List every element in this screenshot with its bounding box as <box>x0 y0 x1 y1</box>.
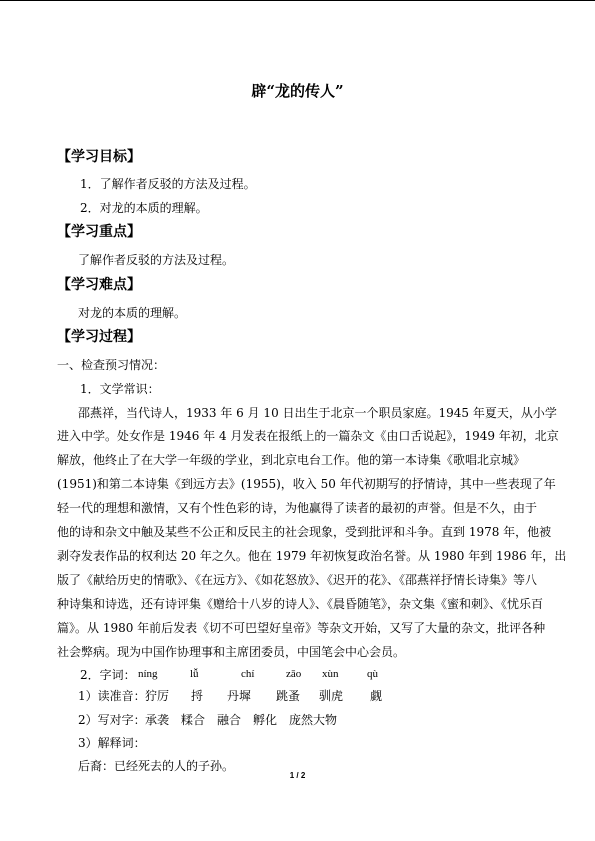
pinyin: chí <box>241 668 255 680</box>
explain-text: 后裔：已经死去的人的子孙。 <box>78 759 235 773</box>
read-word: 跳蚤 <box>276 689 301 703</box>
paragraph-line: 轻一代的理想和激情，又有个性色彩的诗，为他赢得了读者的最初的声誉。但是不久，由于 <box>57 501 538 515</box>
paragraph-line: 社会弊病。现为中国作协理事和主席团委员，中国笔会中心会员。 <box>57 645 406 659</box>
goal-item-2: 2．对龙的本质的理解。 <box>80 201 208 215</box>
paragraph-line: 种诗集和诗选，还有诗评集《赠给十八岁的诗人》、《晨昏随笔》，杂文集《蜜和刺》、《忧乐百 <box>57 597 544 611</box>
read-label: 1）读准音： <box>78 689 146 703</box>
paragraph-line: 他的诗和杂文中触及某些不公正和反民主的社会现象，受到批评和斗争。直到 1978 年，他被 <box>57 525 552 539</box>
write-word: 庞然大物 <box>289 713 338 727</box>
literature-label: 1．文学常识： <box>80 382 160 396</box>
read-word: 捋 <box>191 689 204 703</box>
write-word: 孵化 <box>253 713 278 727</box>
paragraph-line: 篇》。从 1980 年前后发表《切不可巴望好皇帝》等杂文开始，又写了大量的杂文，批评各种 <box>57 621 546 635</box>
pinyin: xùn <box>322 668 339 680</box>
page-number: 1 / 2 <box>289 771 306 780</box>
document-title: 辟“龙的传人” <box>251 82 344 100</box>
section-heading-key: 【学习重点】 <box>57 224 141 240</box>
write-label: 2）写对字： <box>78 713 146 727</box>
vocabulary-label: 2．字词： <box>80 668 136 682</box>
read-word: 丹墀 <box>227 689 252 703</box>
paragraph-line: 邵燕祥，当代诗人，1933 年 6 月 10 日出生于北京一个职员家庭。1945 年夏天，从小学 <box>78 406 557 420</box>
difficulty-text: 对龙的本质的理解。 <box>78 306 187 320</box>
paragraph-line: 剥夺发表作品的权利达 20 年之久。他在 1979 年初恢复政治名誉。从 1980 年到 1986 年，出 <box>57 549 567 563</box>
paragraph-line: 解放，他终止了在大学一年级的学业，到北京电台工作。他的第一本诗集《歌唱北京城》 <box>57 453 526 467</box>
write-word: 承袭 <box>145 713 170 727</box>
section-heading-difficulty: 【学习难点】 <box>57 277 141 293</box>
pinyin: zāo <box>286 668 302 680</box>
pinyin: níng <box>138 668 158 680</box>
read-word: 觑 <box>370 689 383 703</box>
section-heading-goals: 【学习目标】 <box>57 149 141 165</box>
pinyin: qù <box>367 668 378 680</box>
process-step-1: 一、检查预习情况： <box>57 358 166 372</box>
paragraph-line: 版了《献给历史的情歌》、《在远方》、《如花怒放》、《迟开的花》、《邵燕祥抒情长诗集》等八 <box>57 573 538 587</box>
pinyin: lǚ <box>190 668 199 680</box>
section-heading-process: 【学习过程】 <box>57 329 141 345</box>
paragraph-line: (1951)和第二本诗集《到远方去》(1955)，收入 50 年代初期写的抒情诗，其中一些表现了年 <box>57 477 556 491</box>
read-word: 驯虎 <box>319 689 344 703</box>
page-top-border <box>0 0 595 1</box>
key-point-text: 了解作者反驳的方法及过程。 <box>78 253 235 267</box>
write-word: 糅合 <box>181 713 206 727</box>
write-word: 融合 <box>217 713 242 727</box>
paragraph-line: 进入中学。处女作是 1946 年 4 月发表在报纸上的一篇杂文《由口舌说起》，1949 年初，北京 <box>57 429 559 443</box>
goal-item-1: 1．了解作者反驳的方法及过程。 <box>80 177 256 191</box>
explain-label: 3）解释词： <box>78 736 146 750</box>
read-word: 狞厉 <box>145 689 170 703</box>
